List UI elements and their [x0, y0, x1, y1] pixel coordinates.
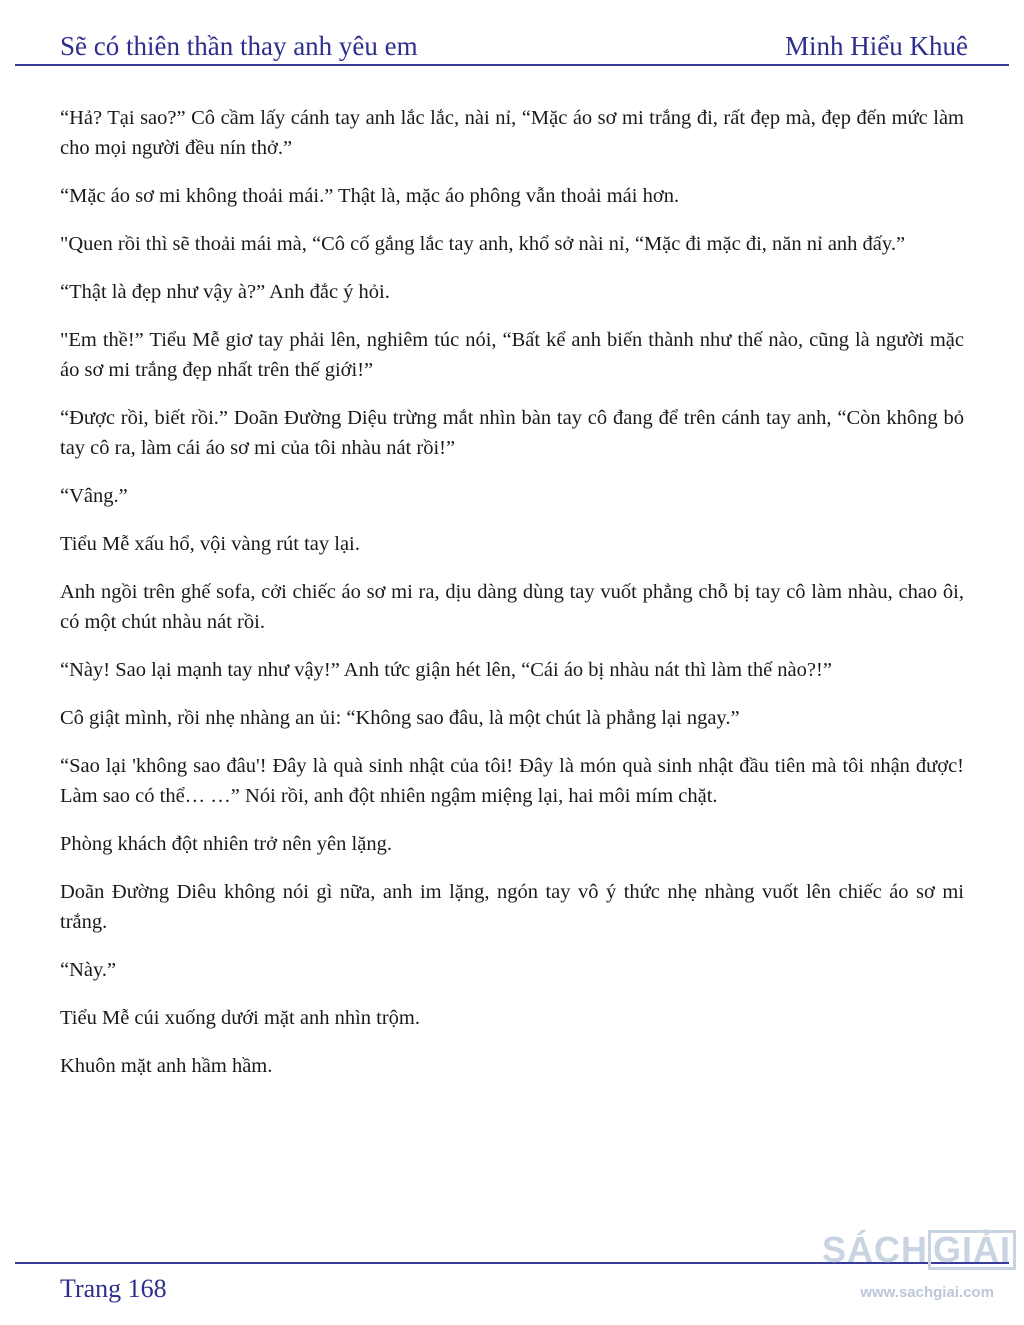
- paragraph: Anh ngồi trên ghế sofa, cởi chiếc áo sơ mi ra, dịu dàng dùng tay vuốt phẳng chỗ bị tay cô làm nhàu, chao ôi, có một chút nhàu nát rồi.: [60, 581, 964, 633]
- paragraph: Cô giật mình, rồi nhẹ nhàng an ủi: “Không sao đâu, là một chút là phẳng lại ngay.”: [60, 707, 740, 729]
- watermark-url: www.sachgiai.com: [860, 1284, 994, 1301]
- page-number: Trang 168: [60, 1274, 167, 1303]
- paragraph: Khuôn mặt anh hầm hầm.: [60, 1055, 273, 1077]
- paragraph: “Này! Sao lại mạnh tay như vậy!” Anh tức giận hét lên, “Cái áo bị nhàu nát thì làm thế nào?!”: [60, 659, 832, 681]
- paragraph: “Thật là đẹp như vậy à?” Anh đắc ý hỏi.: [60, 281, 390, 303]
- watermark: [816, 1230, 1016, 1320]
- watermark-logo-part2: GIẢI: [928, 1230, 1016, 1270]
- paragraph: “Được rồi, biết rồi.” Doãn Đường Diệu trừng mắt nhìn bàn tay cô đang để trên cánh tay anh, “Còn không bỏ tay cô ra, làm cái áo sơ mi của tôi nhàu nát rồi!”: [60, 407, 964, 459]
- header-divider: [15, 64, 1009, 66]
- paragraph: Tiểu Mễ xấu hổ, vội vàng rút tay lại.: [60, 533, 360, 555]
- paragraph: "Quen rồi thì sẽ thoải mái mà, “Cô cố gắng lắc tay anh, khổ sở nài nỉ, “Mặc đi mặc đi, năn nỉ anh đấy.”: [60, 233, 906, 255]
- watermark-logo-part1: SÁCH: [821, 1229, 928, 1270]
- book-title: Sẽ có thiên thần thay anh yêu em: [60, 31, 418, 61]
- paragraph: “Này.”: [60, 959, 117, 981]
- paragraph: "Em thề!” Tiểu Mễ giơ tay phải lên, nghiêm túc nói, “Bất kể anh biến thành như thế nào, cũng là người mặc áo sơ mi trắng đẹp nhất trên thế giới!”: [60, 329, 964, 381]
- page-body: [60, 103, 964, 1099]
- paragraph: “Sao lại 'không sao đâu'! Đây là quà sinh nhật của tôi! Đây là món quà sinh nhật đầu tiên mà tôi nhận được! Làm sao có thể… …” Nói rồi, anh đột nhiên ngậm miệng lại, hai môi mím chặt.: [60, 755, 964, 807]
- paragraph: “Mặc áo sơ mi không thoải mái.” Thật là, mặc áo phông vẫn thoải mái hơn.: [60, 185, 680, 207]
- author-name: Minh Hiểu Khuê: [785, 31, 968, 61]
- watermark-logo: [816, 1230, 1016, 1270]
- paragraph: “Hả? Tại sao?” Cô cầm lấy cánh tay anh lắc lắc, nài nỉ, “Mặc áo sơ mi trắng đi, rất đẹp mà, đẹp đến mức làm cho mọi người đều nín thở.”: [60, 107, 964, 159]
- paragraph: Doãn Đường Diêu không nói gì nữa, anh im lặng, ngón tay vô ý thức nhẹ nhàng vuốt lên chiếc áo sơ mi trắng.: [60, 881, 964, 933]
- paragraph: “Vâng.”: [60, 485, 128, 507]
- paragraph: Tiểu Mễ cúi xuống dưới mặt anh nhìn trộm.: [60, 1007, 420, 1029]
- paragraph: Phòng khách đột nhiên trở nên yên lặng.: [60, 833, 392, 855]
- page-header: [60, 22, 968, 62]
